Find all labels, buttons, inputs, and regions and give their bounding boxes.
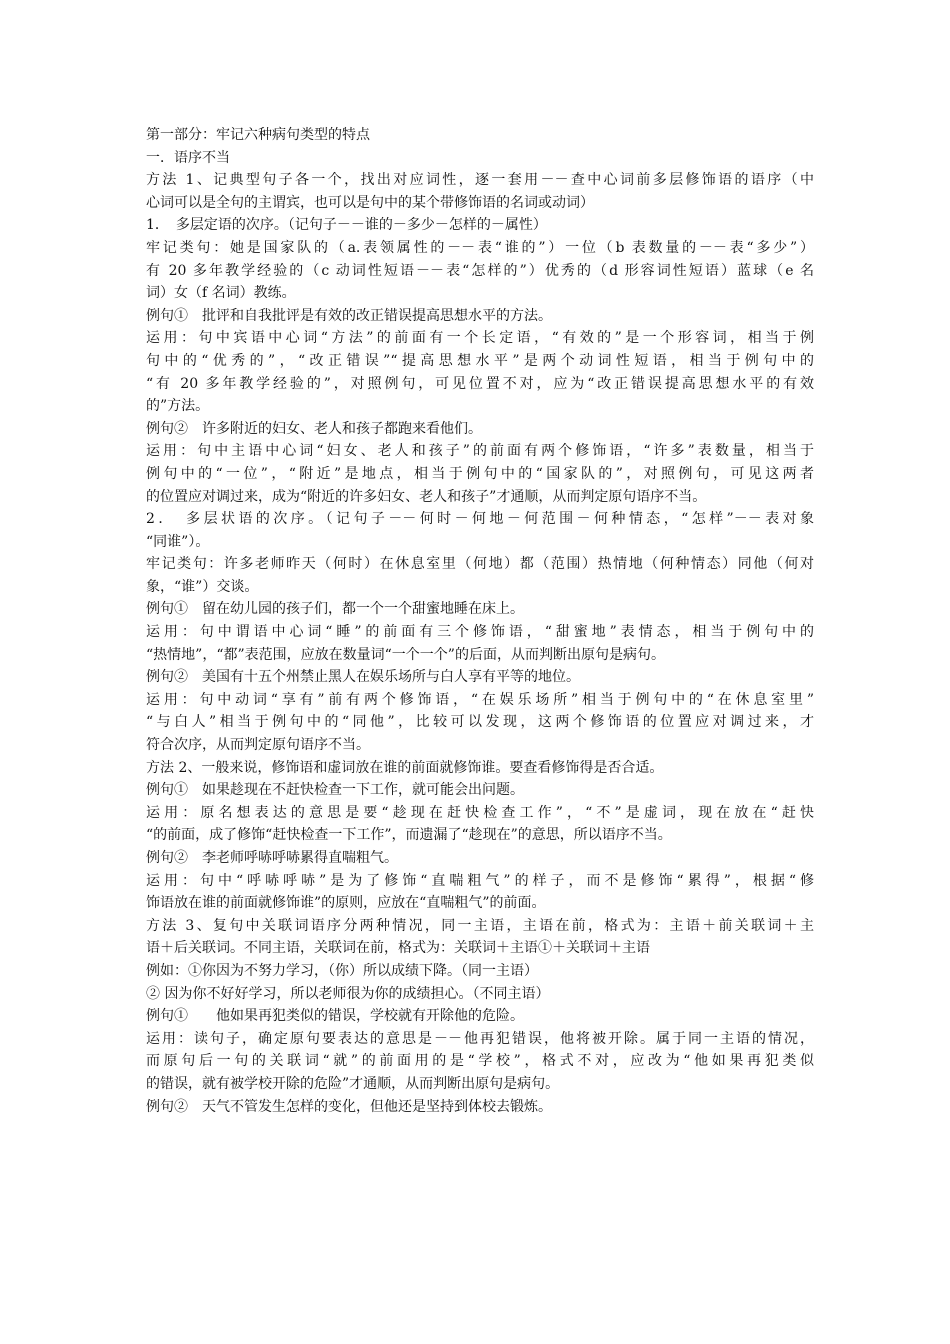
text-line: 运用：原名想表达的意思是要“趁现在赶快检查工作”，“不”是虚词，现在放在“赶快	[146, 804, 814, 821]
text-line: 的位置应对调过来，成为“附近的许多妇女、老人和孩子”才通顺，从而判定原句语序不当。	[146, 488, 707, 505]
text-line: ② 因为你不好好学习，所以老师很为你的成绩担心。（不同主语）	[146, 985, 550, 1002]
text-line: 象，“谁”）交谈。	[146, 578, 259, 595]
text-line: 的”方法。	[146, 398, 210, 415]
text-line: “有 20 多年教学经验的”，对照例句，可见位置不对，应为“改正错误提高思想水平的有效	[146, 375, 814, 392]
text-line: 例句② 天气不管发生怎样的变化，但他还是坚持到体校去锻炼。	[146, 1098, 552, 1115]
text-line: 运用：句中“呼哧呼哧”是为了修饰“直喘粗气”的样子，而不是修饰“累得”，根据“修	[146, 872, 814, 889]
text-line: 运用：句中谓语中心词“睡”的前面有三个修饰语，“甜蜜地”表情态，相当于例句中的	[146, 624, 814, 641]
text-line: 牢记类句：许多老师昨天（何时）在休息室里（何地）都（范围）热情地（何种情态）同他（何对	[146, 556, 814, 573]
text-line: 例句② 许多附近的妇女、老人和孩子都跑来看他们。	[146, 420, 482, 437]
text-line: 运用：读句子，确定原句要表达的意思是－－他再犯错误，他将被开除。属于同一主语的情况，	[146, 1030, 814, 1047]
text-line: 句中的“优秀的”，“改正错误”“提高思想水平”是两个动词性短语，相当于例句中的	[146, 352, 814, 369]
text-line: “与白人”相当于例句中的“同他”，比较可以发现，这两个修饰语的位置应对调过来，才	[146, 714, 814, 731]
text-line: “热情地”，“都”表范围，应放在数量词“一个一个”的后面，从而判断出原句是病句。	[146, 646, 665, 663]
text-line: 方法 2、一般来说，修饰语和虚词放在谁的前面就修饰谁。要查看修饰得是否合适。	[146, 759, 664, 776]
text-line: 运用：句中动词“享有”前有两个修饰语，“在娱乐场所”相当于例句中的“在休息室里”	[146, 691, 814, 708]
text-line: 心词可以是全句的主谓宾，也可以是句中的某个带修饰语的名词或动词）	[146, 194, 594, 211]
text-line: 例句① 他如果再犯类似的错误，学校就有开除他的危险。	[146, 1008, 524, 1025]
text-line: 第一部分：牢记六种病句类型的特点	[146, 127, 370, 143]
text-line: 方法 1、记典型句子各一个，找出对应词性，逐一套用－－查中心词前多层修饰语的语序（中	[146, 172, 814, 189]
document-body	[146, 124, 814, 1118]
text-line: 例如：①你因为不努力学习，（你）所以成绩下降。（同一主语）	[146, 962, 538, 979]
text-line: 2． 多层状语的次序。（记句子－－何时－何地－何范围－何种情态，“怎样”－－表对象	[146, 511, 814, 528]
text-line: 一．语序不当	[146, 149, 230, 166]
text-line: 例句② 美国有十五个州禁止黑人在娱乐场所与白人享有平等的地位。	[146, 669, 580, 686]
text-line: “的前面，成了修饰“赶快检查一下工作”，而遗漏了“趁现在”的意思，所以语序不当。	[146, 827, 672, 844]
text-line: 运用：句中宾语中心词“方法”的前面有一个长定语，“有效的”是一个形容词，相当于例	[146, 330, 814, 347]
text-line: 语＋后关联词。不同主语，关联词在前，格式为：关联词＋主语①＋关联词＋主语	[146, 940, 650, 957]
text-line: 而原句后一句的关联词“就”的前面用的是“学校”，格式不对，应改为“他如果再犯类似	[146, 1053, 814, 1070]
text-line: 例句① 如果趁现在不赶快检查一下工作，就可能会出问题。	[146, 782, 524, 799]
text-line: 例句② 李老师呼哧呼哧累得直喘粗气。	[146, 850, 398, 866]
text-line: 有 20 多年教学经验的（c 动词性短语－－表“怎样的”）优秀的（d 形容词性短语）蓝球（e 名	[146, 262, 814, 279]
text-line: 牢记类句：她是国家队的（a.表领属性的－－表“谁的”）一位（b 表数量的－－表“多少”）	[146, 239, 814, 256]
text-line: 词）女（f 名词）教练。	[146, 285, 296, 302]
text-line: 1． 多层定语的次序。（记句子－－谁的－多少－怎样的－属性）	[146, 217, 547, 234]
text-line: 饰语放在谁的前面就修饰谁”的原则，应放在“直喘粗气”的前面。	[146, 895, 546, 912]
text-line: 例句中的“一位”，“附近”是地点，相当于例句中的“国家队的”，对照例句，可见这两者	[146, 465, 814, 482]
text-line: 例句① 批评和自我批评是有效的改正错误提高思想水平的方法。	[146, 307, 552, 324]
text-line: 例句① 留在幼儿园的孩子们，都一个一个甜蜜地睡在床上。	[146, 601, 524, 618]
text-line: 的错误，就有被学校开除的危险”才通顺，从而判断出原句是病句。	[146, 1075, 560, 1092]
text-line: 方法 3、复句中关联词语序分两种情况，同一主语，主语在前，格式为：主语＋前关联词＋主	[146, 917, 814, 934]
text-line: 符合次序，从而判定原句语序不当。	[146, 737, 370, 754]
text-line: “同谁”）。	[146, 533, 210, 550]
text-line: 运用：句中主语中心词“妇女、老人和孩子”的前面有两个修饰语，“许多”表数量，相当于	[146, 443, 814, 460]
